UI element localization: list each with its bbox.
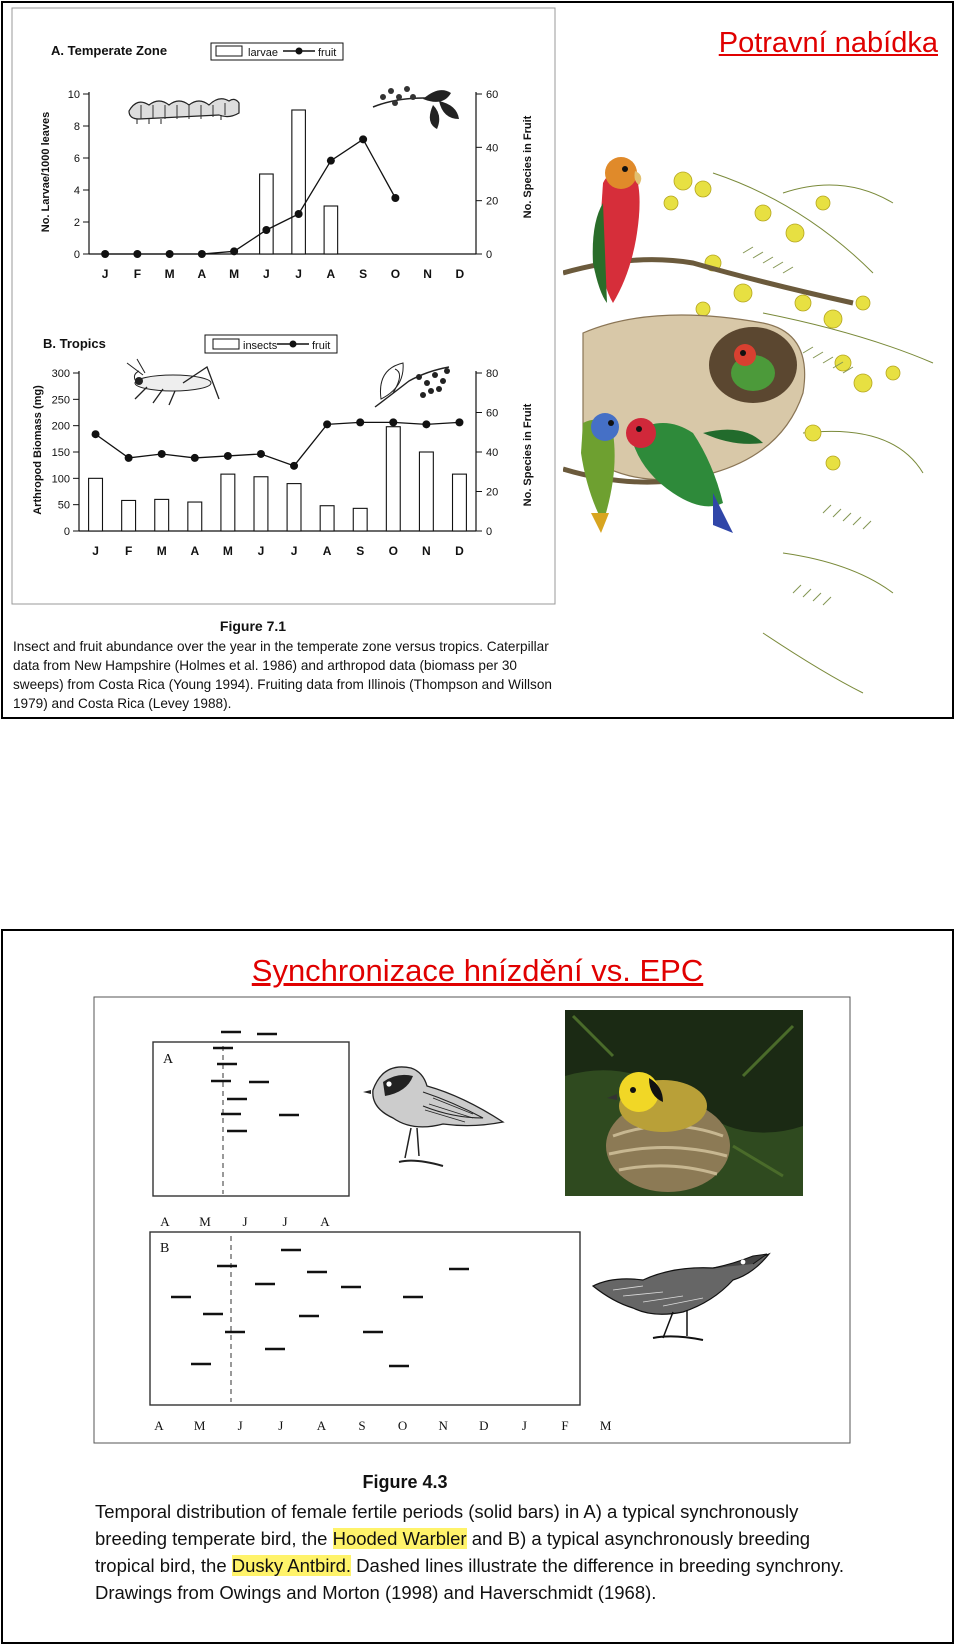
x-tick-label: J [242,1214,248,1229]
x-tick-label: J [92,544,99,558]
y-right-tick-label: 40 [486,142,499,155]
point-fruit [356,418,364,426]
x-tick-label: J [237,1418,243,1433]
point-fruit [295,210,303,218]
x-tick-label: J [101,267,109,281]
bar-insects [386,427,400,531]
x-tick-label: A [197,267,207,281]
bar-insects [419,452,433,531]
y-right-tick-label: 0 [486,526,493,538]
bar-insects [89,478,103,531]
y-left-tick-label: 0 [73,249,80,261]
panel-a-label: A. Temperate Zone [51,43,168,58]
x-tick-label: M [229,267,240,281]
caption-part: and B) a typical asynchronously breeding tropical bird, the [95,1528,811,1576]
bar-insects [254,477,268,531]
y-left-tick-label: 2 [73,217,80,229]
y-left-tick-label: 0 [63,526,70,538]
x-tick-label: S [356,544,365,558]
figure-number: Figure 7.1 [219,618,287,634]
legend-line-marker [296,48,303,55]
point-fruit [323,420,331,428]
point-fruit [262,226,270,234]
y-left-tick-label: 50 [57,499,70,512]
bar-insects [453,474,467,531]
point-fruit [455,418,463,426]
slide-title: Potravní nabídka [718,27,938,59]
point-fruit [422,420,430,428]
bar-larvae [324,206,338,254]
caption-part: Dashed lines illustrate the difference in breeding synchrony. Drawings from Owings and Morton (1998) and Haverschmidt (1968). [95,1555,844,1603]
x-tick-label: A [316,1418,327,1433]
bar-insects [221,474,235,531]
y-left-tick-label: 150 [51,447,70,459]
y-right-axis-label: No. Species in Fruit [522,115,534,219]
y-left-axis-label: No. Larvae/1000 leaves [40,111,52,233]
bar-insects [122,500,136,531]
x-tick-label: J [278,1418,284,1433]
x-tick-label: A [322,544,332,558]
y-right-axis-label: No. Species in Fruit [522,403,534,507]
panel-label: A [163,1052,174,1067]
legend-bar-label: larvae [248,47,278,59]
figure-7-1-caption [13,617,553,713]
point-fruit [389,418,397,426]
legend-bar-label: insects [243,340,278,352]
x-tick-label: J [257,544,265,558]
legend-bar-swatch [213,339,239,349]
x-tick-label: F [124,544,133,558]
bar-larvae [260,174,274,254]
x-tick-label: M [199,1214,211,1229]
y-right-tick-label: 20 [486,486,499,499]
legend-line-label: fruit [312,340,331,352]
panel-b-tropics [32,335,534,558]
x-tick-label: A [160,1214,170,1229]
x-tick-label: S [359,267,368,281]
y-right-tick-label: 20 [486,195,499,208]
y-right-tick-label: 60 [486,89,499,101]
point-fruit [391,194,399,202]
x-tick-label: D [455,267,465,281]
x-tick-label: D [455,544,464,558]
bar-insects [188,502,202,531]
grasshopper-icon [127,359,219,405]
panel-b-label: B. Tropics [43,336,106,351]
panel-a-temperate [40,43,534,281]
point-fruit [230,247,238,255]
legend-bar-swatch [216,46,242,56]
y-left-tick-label: 300 [51,368,70,380]
x-tick-label: M [193,1418,206,1433]
y-left-axis-label: Arthropod Biomass (mg) [32,385,44,515]
x-tick-label: J [263,267,270,281]
x-tick-label: F [561,1418,569,1433]
x-tick-label: J [290,544,298,558]
point-fruit [101,250,109,258]
y-right-tick-label: 80 [486,368,499,380]
x-tick-label: N [423,267,432,281]
slide-food-supply [1,1,954,719]
x-tick-label: A [190,544,200,558]
caterpillar-icon [129,99,239,124]
x-tick-label: A [326,267,336,281]
bar-insects [353,508,367,531]
legend-line-label: fruit [318,47,337,59]
x-tick-label: F [133,267,142,281]
figure-4-3-caption [95,1469,855,1606]
bar-insects [320,506,334,531]
parrots-illustration [563,133,943,733]
point-fruit [158,450,166,458]
x-tick-label: M [164,267,175,281]
y-left-tick-label: 6 [73,153,80,165]
y-left-tick-label: 100 [51,473,70,486]
x-tick-label: J [521,1418,527,1433]
x-tick-label: N [422,544,431,558]
x-tick-label: A [154,1418,164,1433]
panel-label: B [160,1241,170,1256]
series-line-fruit [105,139,395,254]
slide-breeding-synchrony [1,929,954,1644]
figure-4-3 [93,996,853,1456]
point-fruit [133,250,141,258]
x-tick-label: J [282,1214,288,1229]
figure-number: Figure 4.3 [362,1472,448,1492]
x-tick-label: D [479,1418,489,1433]
point-fruit [191,454,199,462]
point-fruit [125,454,133,462]
warbler-nest-photo [565,1010,803,1196]
point-fruit [327,157,335,165]
x-tick-label: M [599,1418,612,1433]
x-tick-label: S [358,1418,366,1433]
caption-text: Insect and fruit abundance over the year in the temperate zone versus tropics. Caterpillar data from New Hampshire (Holmes et al. 1986) and arthropod data (biomass per 30 sweeps) from Costa Rica (Young 1994). Fruiting data from Illinois (Thompson and Willson 1979) and Costa Rica (Levey 1988). [13,639,552,711]
point-fruit [359,135,367,143]
caption-text [95,1498,855,1606]
x-tick-label: A [320,1214,330,1229]
x-tick-label: M [156,544,167,558]
y-right-tick-label: 0 [486,249,493,261]
legend-line-marker [290,341,297,348]
series-line-fruit [96,422,460,465]
bar-larvae [292,110,306,254]
y-left-tick-label: 250 [51,394,70,407]
fruit-branch-icon [375,363,450,407]
y-left-tick-label: 10 [67,89,80,101]
x-tick-label: O [390,267,401,281]
highlight-dusky-antbird: Dusky Antbird. [231,1555,352,1576]
bar-insects [155,499,169,531]
caption-part: Temporal distribution of female fertile periods (solid bars) in A) a typical synchronously breeding temperate bird, the [95,1501,799,1549]
y-left-tick-label: 200 [51,420,70,433]
point-fruit [92,430,100,438]
y-left-tick-label: 8 [73,121,80,133]
y-right-tick-label: 60 [486,407,499,420]
x-tick-label: J [295,267,302,281]
point-fruit [290,462,298,470]
bar-insects [287,484,301,531]
x-tick-label: M [222,544,233,558]
x-tick-label: O [388,544,398,558]
x-tick-label: N [438,1418,448,1433]
point-fruit [257,450,265,458]
slide-title: Synchronizace hnízdění vs. EPC [251,953,704,988]
point-fruit [224,452,232,460]
highlight-hooded-warbler: Hooded Warbler [332,1528,467,1549]
berry-branch-icon [373,86,459,129]
y-left-tick-label: 4 [73,185,80,197]
x-tick-label: O [397,1418,408,1433]
point-fruit [198,250,206,258]
y-right-tick-label: 40 [486,447,499,459]
point-fruit [166,250,174,258]
figure-7-1 [11,7,571,617]
